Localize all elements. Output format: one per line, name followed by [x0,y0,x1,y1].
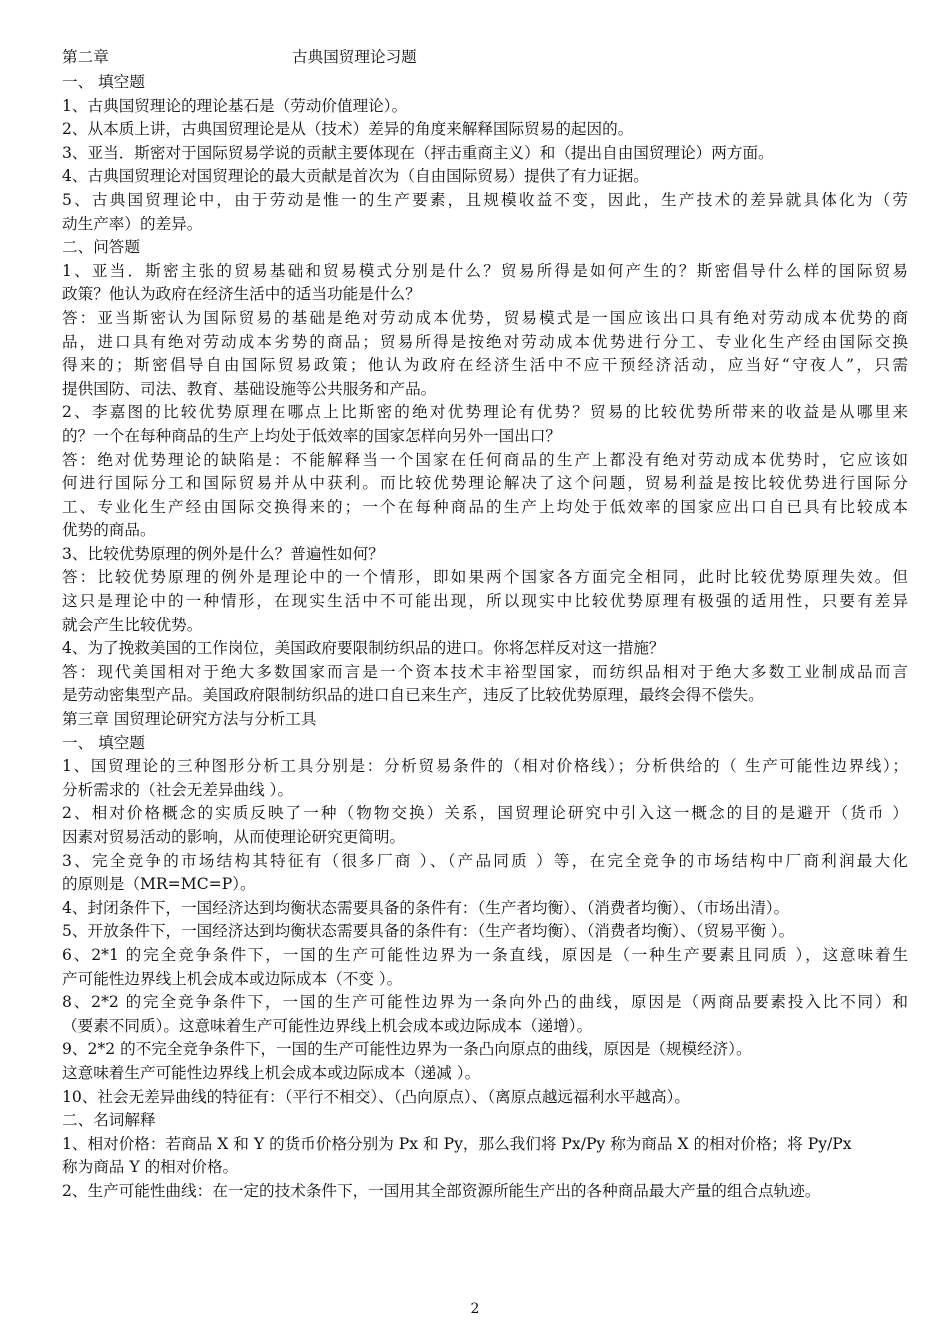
text-line: 3、亚当．斯密对于国际贸易学说的贡献主要体现在（抨击重商主义）和（提出自由国贸理论）两方面。 [62,143,774,162]
text-line: 得来的；斯密倡导自由国际贸易政策；他认为政府在经济生活中不应干预经济活动，应当好“守夜人”，只需 [62,356,908,375]
text-line: 二、问答题 [62,238,140,257]
text-line: 3、完全竞争的市场结构其特征有（很多厂商 ）、（产品同质 ）等，在完全竞争的市场结构中厂商利润最大化 [62,851,908,870]
chapter-label: 第二章 [62,48,109,66]
text-line: 1、古典国贸理论的理论基石是（劳动价值理论）。 [62,96,408,115]
text-line: 5、古典国贸理论中，由于劳动是惟一的生产要素，且规模收益不变，因此，生产技术的差异就具体化为（劳 [62,190,908,209]
text-line: 二、名词解释 [62,1111,156,1130]
text-line: 工、专业化生产经由国际交换得来的；一个在每种商品的生产上均处于低效率的国家应出口自已具有比较成本 [62,497,908,516]
text-line: 产可能性边界线上机会成本或边际成本（不变 ）。 [62,969,403,988]
text-line: 4、古典国贸理论对国贸理论的最大贡献是首次为（自由国际贸易）提供了有力证据。 [62,167,649,186]
text-line: 提供国防、司法、教育、基础设施等公共服务和产品。 [62,379,437,398]
text-line: 答：比较优势原理的例外是理论中的一个情形，即如果两个国家各方面完全相同，此时比较优势原理失效。但 [62,568,908,587]
text-line: 4、封闭条件下，一国经济达到均衡状态需要具备的条件有：（生产者均衡）、（消费者均衡）、（市场出清）。 [62,898,790,917]
text-line: 8、2*2 的完全竞争条件下，一国的生产可能性边界为一条向外凸的曲线，原因是（两商品要素投入比不同）和 [62,993,908,1012]
text-line: 1、国贸理论的三种图形分析工具分别是：分析贸易条件的（相对价格线）；分析供给的（ 生产可能性边界线）； [62,757,908,776]
text-line: 这只是理论中的一种情形，在现实生活中不可能出现，所以现实中比较优势原理有极强的适用性，只要有差异 [62,592,908,611]
text-line: 1、亚当．斯密主张的贸易基础和贸易模式分别是什么？贸易所得是如何产生的？斯密倡导什么样的国际贸易 [62,261,908,280]
document-page [62,46,908,1204]
text-line: 答：亚当斯密认为国际贸易的基础是绝对劳动成本优势，贸易模式是一国应该出口具有绝对劳动成本优势的商 [62,308,908,327]
text-line: 9、2*2 的不完全竞争条件下，一国的生产可能性边界为一条凸向原点的曲线，原因是（规模经济）。 [62,1040,752,1059]
chapter-title: 古典国贸理论习题 [292,48,417,66]
text-line: 是劳动密集型产品。美国政府限制纺织品的进口自已来生产，违反了比较优势原理，最终会得不偿失。 [62,686,764,705]
page-header [62,46,908,71]
text-line: 品，进口具有绝对劳动成本劣势的商品；贸易所得是按绝对劳动成本优势进行分工、专业化生产经由国际交换 [62,332,908,351]
page-number: 2 [470,1301,480,1317]
text-line: 优势的商品。 [62,521,156,540]
text-line: 因素对贸易活动的影响，从而使理论研究更简明。 [62,828,406,846]
text-line: 1、相对价格：若商品 X 和 Y 的货币价格分别为 Px 和 Py，那么我们将 Px/Py 称为商品 X 的相对价格；将 Py/Px [62,1134,852,1153]
text-line: 4、为了挽救美国的工作岗位，美国政府要限制纺织品的进口。你将怎样反对这一措施？ [62,639,665,658]
text-line: 这意味着生产可能性边界线上机会成本或边际成本（递减 ）。 [62,1063,481,1082]
text-line: 称为商品 Y 的相对价格。 [62,1158,239,1177]
text-line: 就会产生比较优势。 [62,615,203,634]
text-line: 的原则是（MR=MC=P）。 [62,875,256,894]
text-line: 动生产率）的差异。 [62,214,203,233]
text-line: 3、比较优势原理的例外是什么？普遍性如何？ [62,544,384,563]
text-line: 2、从本质上讲，古典国贸理论是从（技术）差异的角度来解释国际贸易的起因的。 [62,120,634,139]
text-line: 2、生产可能性曲线：在一定的技术条件下，一国用其全部资源所能生产出的各种商品最大产量的组合点轨迹。 [62,1181,821,1200]
text-line: 2、相对价格概念的实质反映了一种（物物交换）关系，国贸理论研究中引入这一概念的目的是避开（货币 ） [62,804,908,823]
text-line: 2、李嘉图的比较优势原理在哪点上比斯密的绝对优势理论有优势？贸易的比较优势所带来的收益是从哪里来 [62,403,908,422]
text-line: 何进行国际分工和国际贸易并从中获利。而比较优势理论解决了这个问题，贸易利益是按比较优势进行国际分 [62,474,908,493]
text-line: 答：绝对优势理论的缺陷是：不能解释当一个国家在任何商品的生产上都没有绝对劳动成本优势时，它应该如 [62,450,908,469]
text-line: 分析需求的（社会无差异曲线 ）。 [62,780,294,799]
text-line: 答：现代美国相对于绝大多数国家而言是一个资本技术丰裕型国家，而纺织品相对于绝大多数工业制成品而言 [62,662,908,681]
text-line: 一、 填空题 [62,73,145,91]
text-line: 5、开放条件下，一国经济达到均衡状态需要具备的条件有：（生产者均衡）、（消费者均衡）、（贸易平衡 ）。 [62,922,795,941]
text-line: 的？一个在每种商品的生产上均处于低效率的国家怎样向另外一国出口？ [62,426,562,445]
text-line: 政策？他认为政府在经济生活中的适当功能是什么？ [62,285,421,304]
text-line: 6、2*1 的完全竞争条件下，一国的生产可能性边界为一条直线，原因是（一种生产要素且同质 ），这意味着生 [62,945,908,964]
document-body [62,71,908,1204]
text-line: 10、社会无差异曲线的特征有：（平行不相交）、（凸向原点）、（离原点越远福利水平越高）。 [62,1087,690,1106]
text-line: 一、 填空题 [62,733,145,752]
text-line: 第三章 国贸理论研究方法与分析工具 [62,710,317,729]
text-line: （要素不同质）。这意味着生产可能性边界线上机会成本或边际成本（递增）。 [62,1016,593,1035]
